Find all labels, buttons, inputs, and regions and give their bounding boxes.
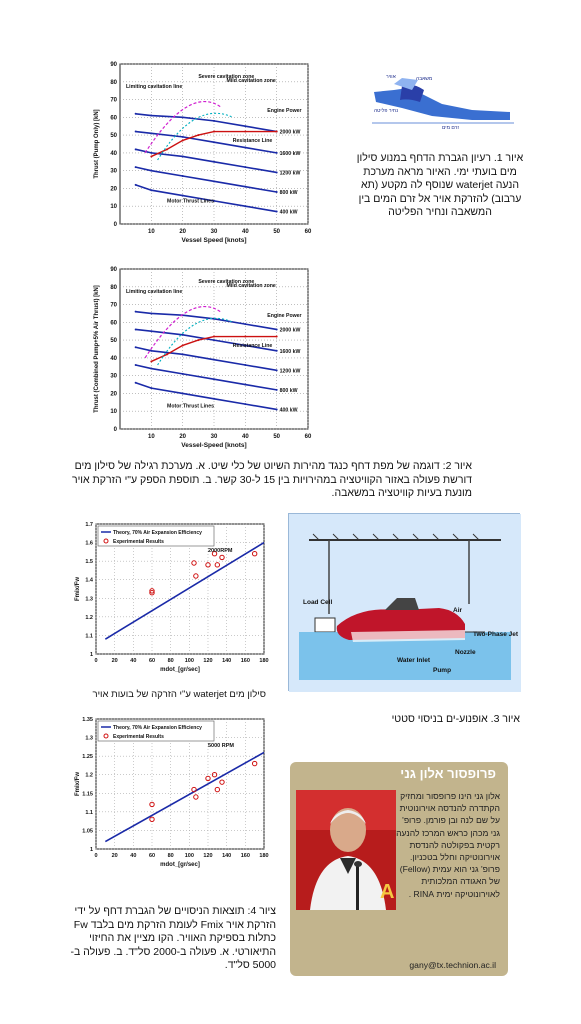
y-tick-label: 90	[110, 267, 117, 273]
x-tick-label: 160	[240, 853, 250, 859]
data-point	[150, 115, 152, 117]
data-point	[150, 155, 152, 157]
series-label: 2000 kW	[279, 129, 301, 136]
data-point	[276, 350, 278, 352]
x-tick-label: 100	[184, 658, 194, 664]
x-tick-label: 60	[304, 434, 312, 440]
x-tick-label: 40	[130, 853, 137, 859]
y-tick-label: 70	[110, 97, 117, 104]
y-tick-label: 1.35	[82, 717, 93, 723]
y-tick-label: 1.1	[85, 633, 93, 640]
x-tick-label: 180	[259, 853, 269, 859]
y-tick-label: 80	[110, 284, 117, 291]
data-point	[150, 350, 152, 352]
data-point	[150, 189, 152, 191]
data-point	[135, 364, 137, 366]
chart-thrust-combined	[88, 263, 320, 453]
y-tick-label: 1.4	[85, 577, 93, 584]
jetski-test-rig	[289, 514, 521, 692]
y-tick-label: 10	[110, 409, 117, 416]
series-label: 1600 kW	[279, 348, 301, 355]
x-tick-label: 140	[222, 658, 232, 664]
x-axis-label: mdot_[gr/sec]	[160, 667, 200, 673]
data-point	[244, 166, 246, 168]
y-tick-label: 1.1	[85, 809, 93, 816]
x-tick-label: 50	[273, 229, 281, 235]
fig1-label-water: זרם מים	[442, 125, 459, 131]
x-tick-label: 120	[203, 853, 213, 859]
rpm-annotation: 2000RPM	[208, 548, 233, 554]
x-tick-label: 120	[203, 658, 213, 664]
professor-email[interactable]: gany@tx.technion.ac.il	[409, 960, 496, 970]
y-axis-label: Fmix/Fw	[75, 771, 81, 797]
data-point	[244, 147, 246, 149]
data-point	[213, 120, 215, 122]
annotation-limiting: Limiting cavitation line	[126, 84, 183, 90]
annotation-mild: Mild cavitation zone	[226, 283, 276, 289]
x-tick-label: 20	[111, 658, 118, 664]
annotation-severe: Severe cavitation zone	[198, 74, 255, 80]
annotation-resistance: Resistance Line	[232, 343, 273, 350]
data-point	[135, 166, 137, 168]
data-point	[182, 334, 184, 336]
svg-text:A: A	[380, 881, 395, 903]
x-tick-label: 30	[210, 434, 218, 440]
data-point	[135, 113, 137, 115]
label-water-inlet: Water Inlet	[397, 657, 430, 664]
x-tick-label: 20	[179, 229, 187, 235]
annotation-resistance: Resistance Line	[232, 138, 273, 145]
y-tick-label: 10	[110, 204, 117, 211]
y-axis-label: Fmix/Fw	[75, 576, 81, 602]
data-point	[182, 139, 184, 141]
x-tick-label: 20	[111, 853, 118, 859]
data-point	[150, 368, 152, 370]
data-point	[213, 180, 215, 182]
chart-thrust-pump-only	[88, 58, 320, 248]
data-point	[244, 403, 246, 405]
y-tick-label: 0	[113, 427, 117, 433]
annotation-mild: Mild cavitation zone	[226, 78, 276, 84]
y-tick-label: 70	[110, 302, 117, 309]
figure1-diagram	[372, 72, 514, 132]
y-tick-label: 1.6	[85, 540, 93, 547]
y-tick-label: 1.3	[85, 596, 93, 603]
series-label: 1200 kW	[279, 368, 301, 375]
data-point	[135, 346, 137, 348]
y-tick-label: 60	[110, 320, 117, 327]
series-label: 1600 kW	[279, 150, 301, 157]
data-point	[135, 311, 137, 313]
data-point	[150, 330, 152, 332]
data-point	[135, 148, 137, 150]
data-point	[182, 344, 184, 346]
data-point	[150, 170, 152, 172]
data-point	[244, 384, 246, 386]
y-tick-label: 1.3	[85, 735, 93, 742]
series-label: 2000 kW	[279, 327, 301, 334]
y-tick-label: 50	[110, 133, 117, 140]
series-label: 800 kW	[279, 387, 298, 394]
y-tick-label: 30	[110, 373, 117, 380]
x-tick-label: 50	[273, 434, 281, 440]
chart-fmix-5000rpm	[72, 715, 272, 890]
data-point	[213, 398, 215, 400]
legend-theory-label: Theory, 70% Air Expansion Efficiency	[113, 725, 202, 731]
data-point	[276, 211, 278, 213]
x-tick-label: 10	[147, 434, 155, 440]
data-point	[166, 148, 168, 150]
y-tick-label: 90	[110, 62, 117, 68]
data-point	[197, 134, 199, 136]
data-point	[244, 125, 246, 127]
y-tick-label: 60	[110, 115, 117, 122]
data-point	[182, 155, 184, 157]
y-tick-label: 1	[89, 847, 93, 853]
figure3-caption: איור 3. אופנוע-ים בניסוי סטטי	[391, 713, 520, 725]
series-label: 400 kW	[279, 209, 298, 216]
figure3-image	[288, 513, 520, 691]
x-tick-label: 40	[241, 434, 249, 440]
x-tick-label: 180	[259, 658, 269, 664]
annotation-motor-thrust: Motor Thrust Lines	[167, 403, 214, 410]
y-tick-label: 20	[110, 391, 117, 398]
professor-box	[290, 762, 508, 976]
x-axis-label: Vessel-Speed [knots]	[181, 442, 247, 449]
data-point	[213, 141, 215, 143]
data-point	[182, 195, 184, 197]
x-axis-label: mdot_[gr/sec]	[160, 862, 200, 868]
legend-experimental-label: Experimental Results	[113, 539, 164, 545]
y-tick-label: 1.2	[85, 772, 93, 779]
data-point	[150, 152, 152, 154]
annotation-motor-thrust: Motor Thrust Lines	[167, 198, 214, 205]
data-point	[213, 339, 215, 341]
waterjet-schematic	[372, 72, 514, 132]
x-tick-label: 60	[148, 853, 156, 859]
data-point	[244, 205, 246, 207]
data-point	[276, 328, 278, 330]
y-tick-label: 1.7	[85, 522, 93, 528]
legend-experimental-label: Experimental Results	[113, 734, 164, 740]
data-point	[182, 175, 184, 177]
fig1-label-air: אוויר	[386, 74, 396, 80]
portrait-image	[296, 790, 396, 910]
x-tick-label: 160	[240, 658, 250, 664]
data-point	[276, 191, 278, 193]
data-point	[244, 336, 246, 338]
data-point	[150, 387, 152, 389]
data-point	[213, 359, 215, 361]
label-two-phase-jet: Two-Phase Jet	[473, 631, 519, 638]
data-point	[135, 184, 137, 186]
data-point	[276, 171, 278, 173]
chart-fmix-2000rpm	[72, 520, 272, 685]
data-point	[276, 131, 278, 133]
figure1-caption: איור 1. רעיון הגברת הדחף במנוע סילון מים בועתי ימי. האיור מראה מערכת הנעה waterjet שנוסף לה מקטע (תא ערבוב) להזרקת אויר אל זרם המים בין המשאבה ונחיר הפליטה	[356, 152, 524, 218]
y-tick-label: 40	[110, 150, 117, 157]
load-cell-box	[315, 618, 335, 632]
professor-bio: אלון גני הינו פרופסור ומחזיק הקתדרה להנדסה אוירונוטית על שם לנה ובן פורמן. פרופ' גני מכהן כראש המרכז להנעה רקטית בפקולטה להנדסת אוירונוטיקה וחלל בטכניון. פרופ' גני הוא עמית (Fellow) של האגודה המלכותית לאוירונוטיקה ימית RINA .	[396, 791, 500, 899]
data-point	[197, 339, 199, 341]
label-load-cell: Load Cell	[303, 599, 333, 606]
figure3-side-caption: סילון מים waterjet ע"י הזרקה של בועות אויר	[92, 689, 266, 700]
data-point	[135, 328, 137, 330]
data-point	[182, 392, 184, 394]
x-tick-label: 0	[94, 658, 98, 664]
data-point	[182, 116, 184, 118]
figure4-caption: ציור 4: תוצאות הניסויים של הגברת דחף על ידי הזרקת אויר Fmix לעומת הזרקת מים בלבד Fw כתלות בספיקת האוויר. הקו מציין את החיזוי התיאורטי. א. פעולה ב-2000 סל"ד. ב. פעולה ב- 5000 סל"ד.	[70, 905, 276, 971]
series-label: 800 kW	[279, 190, 298, 196]
y-tick-label: 20	[110, 186, 117, 193]
x-tick-label: 30	[210, 229, 218, 235]
annotation-limiting: Limiting cavitation line	[126, 289, 183, 295]
annotation-engine-power: Engine Power	[267, 313, 302, 319]
data-point	[150, 312, 152, 314]
data-point	[166, 353, 168, 355]
data-point	[150, 132, 152, 134]
x-tick-label: 140	[222, 853, 232, 859]
x-tick-label: 60	[148, 658, 156, 664]
x-tick-label: 80	[167, 853, 174, 859]
data-point	[244, 131, 246, 133]
y-tick-label: 1.25	[82, 754, 93, 761]
data-point	[276, 152, 278, 154]
data-point	[182, 353, 184, 355]
y-axis-label: Thrust (Combined Pump+5% Air Thrust) [kN]	[94, 285, 100, 413]
y-tick-label: 50	[110, 338, 117, 345]
y-tick-label: 80	[110, 79, 117, 86]
x-tick-label: 0	[94, 853, 98, 859]
legend-theory-label: Theory, 70% Air Expansion Efficiency	[113, 530, 202, 536]
annotation-engine-power: Engine Power	[267, 108, 302, 114]
y-tick-label: 1.15	[82, 791, 93, 798]
data-point	[135, 382, 137, 384]
data-point	[244, 364, 246, 366]
data-point	[276, 369, 278, 371]
rpm-annotation: 5000 RPM	[208, 743, 234, 749]
label-air: Air	[453, 607, 463, 614]
data-point	[276, 389, 278, 391]
y-tick-label: 1.05	[82, 828, 93, 835]
data-point	[244, 323, 246, 325]
x-tick-label: 20	[179, 434, 187, 440]
y-tick-label: 30	[110, 168, 117, 175]
y-tick-label: 1.5	[85, 559, 93, 566]
data-point	[135, 131, 137, 133]
data-point	[213, 161, 215, 163]
x-tick-label: 10	[147, 229, 155, 235]
data-point	[182, 136, 184, 138]
data-point	[150, 360, 152, 362]
x-tick-label: 40	[130, 658, 137, 664]
data-point	[213, 336, 215, 338]
label-pump: Pump	[433, 667, 452, 674]
professor-photo	[296, 790, 396, 910]
fig1-label-nozzle: נחיר פליטה	[374, 108, 399, 114]
label-nozzle: Nozzle	[455, 649, 476, 656]
data-point	[213, 378, 215, 380]
annotation-severe: Severe cavitation zone	[198, 279, 255, 285]
series-label: 400 kW	[279, 407, 298, 414]
x-tick-label: 80	[167, 658, 174, 664]
x-tick-label: 40	[241, 229, 249, 235]
y-axis-label: Thrust (Pump Only) [kN]	[94, 109, 100, 179]
data-point	[276, 336, 278, 338]
y-tick-label: 0	[113, 222, 117, 228]
data-point	[276, 408, 278, 410]
y-tick-label: 40	[110, 355, 117, 362]
y-tick-label: 1.2	[85, 614, 93, 621]
data-point	[182, 373, 184, 375]
y-tick-label: 1	[89, 652, 93, 658]
x-tick-label: 100	[184, 853, 194, 859]
data-point	[244, 186, 246, 188]
series-label: 1200 kW	[279, 170, 301, 177]
fig1-label-pump: משאבה	[416, 76, 433, 82]
data-point	[213, 131, 215, 133]
professor-title: פרופסור אלון גני	[400, 766, 496, 781]
x-tick-label: 60	[304, 229, 312, 235]
figure2-caption: איור 2: דוגמה של מפת דחף כנגד מהירות השיוט של כלי שיט. א. מערכת רגילה של סילון מים דורשת פעולה באזור הקוויטציה במהירויות בין 15 ל-30 קשר. ב. תוספת הספק ע"י הזרקת אויר מונעת בעיות קוויטציה במשאבה.	[71, 460, 472, 499]
x-axis-label: Vessel Speed [knots]	[181, 237, 247, 244]
